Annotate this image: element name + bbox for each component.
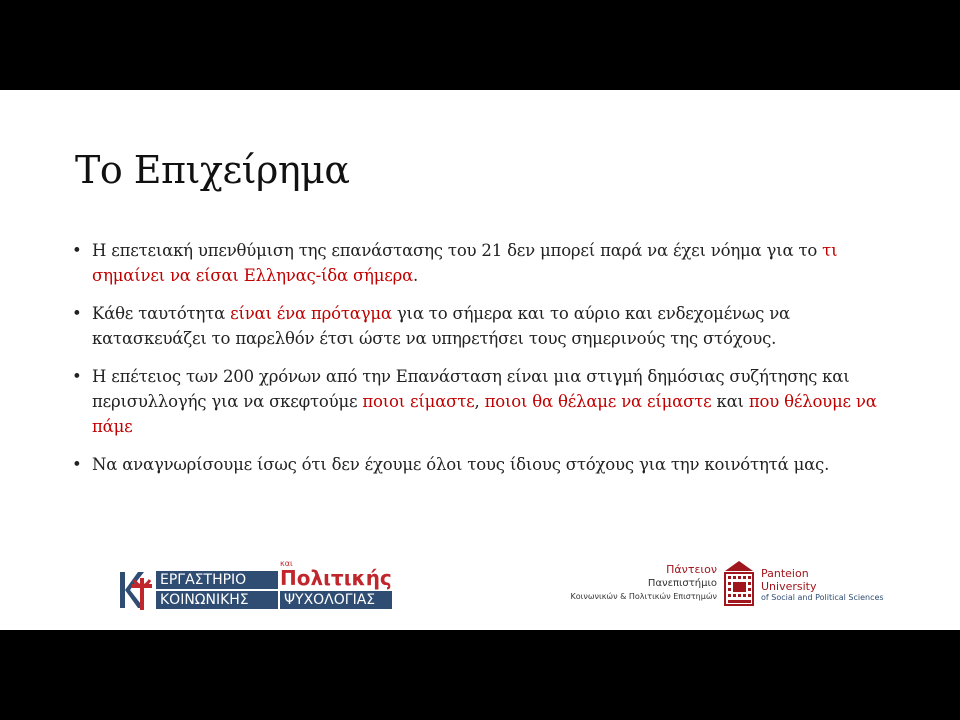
panteion-gr-line1: Πάντειον: [666, 563, 717, 576]
bullet-text: Η επετειακή υπενθύμιση της επανάστασης του 21 δεν μπορεί παρά να έχει νόημα για το: [92, 241, 823, 260]
bullet-highlight-text: τι σημαίνει να είσαι Ελληνας-ίδα σήμερα: [92, 241, 838, 285]
panteion-gr-line2: Πανεπιστήμιο: [647, 578, 717, 589]
bullet-text: και: [711, 392, 749, 411]
panteion-logo: [565, 557, 895, 617]
panteion-en-line3: of Social and Political Sciences: [761, 593, 884, 602]
lab-kai: και: [280, 559, 293, 568]
lab-line2b: ΨΥΧΟΛΟΓΙΑΣ: [280, 591, 392, 609]
bullet-text: για το σήμερα και το αύριο και ενδεχομένως να κατασκευάζει το παρελθόν έτσι ώστε να υπηρετήσει τους σημερινούς της στόχους.: [92, 304, 790, 348]
bullet-text: Κάθε ταυτότητα: [92, 304, 231, 323]
lab-line1: ΕΡΓΑΣΤΗΡΙΟ: [156, 571, 278, 589]
lab-logo: [118, 559, 392, 613]
slide-title: Το Επιχείρημα: [75, 148, 350, 192]
bullet-text: ,: [474, 392, 485, 411]
lab-line1b: Πολιτικής: [280, 566, 392, 590]
bullet-item: [72, 301, 892, 351]
lab-line2: ΚΟΙΝΩΝΙΚΗΣ: [156, 591, 278, 609]
slide: [0, 90, 960, 630]
bullet-highlight-text: είναι ένα πρόταγμα: [230, 304, 392, 323]
bullet-item: [72, 452, 892, 477]
panteion-gr-line3: Κοινωνικών & Πολιτικών Επιστημών: [570, 592, 717, 601]
bullet-item: [72, 364, 892, 439]
bullet-text: .: [413, 266, 419, 285]
bullet-item: [72, 238, 892, 288]
bullet-list: [72, 238, 892, 490]
bullet-text: Η επέτειος των 200 χρόνων από την Επανάσταση είναι μια στιγμή δημόσιας συζήτησης και περισυλλογής για να σκεφτούμε: [92, 367, 850, 411]
panteion-en-line1: Panteion: [761, 567, 809, 580]
bullet-text: Να αναγνωρίσουμε ίσως ότι δεν έχουμε όλοι τους ίδιους στόχους για την κοινότητά μας.: [92, 455, 830, 474]
kpsi-mark-icon: [118, 566, 154, 612]
bullet-highlight-text: ποιοι θα θέλαμε να είμαστε: [484, 392, 712, 411]
bullet-highlight-text: ποιοι είμαστε: [362, 392, 475, 411]
bullet-highlight-text: που θέλουμε να πάμε: [92, 392, 877, 436]
panteion-emblem-icon: [721, 559, 757, 609]
panteion-en-line2: University: [761, 580, 817, 593]
